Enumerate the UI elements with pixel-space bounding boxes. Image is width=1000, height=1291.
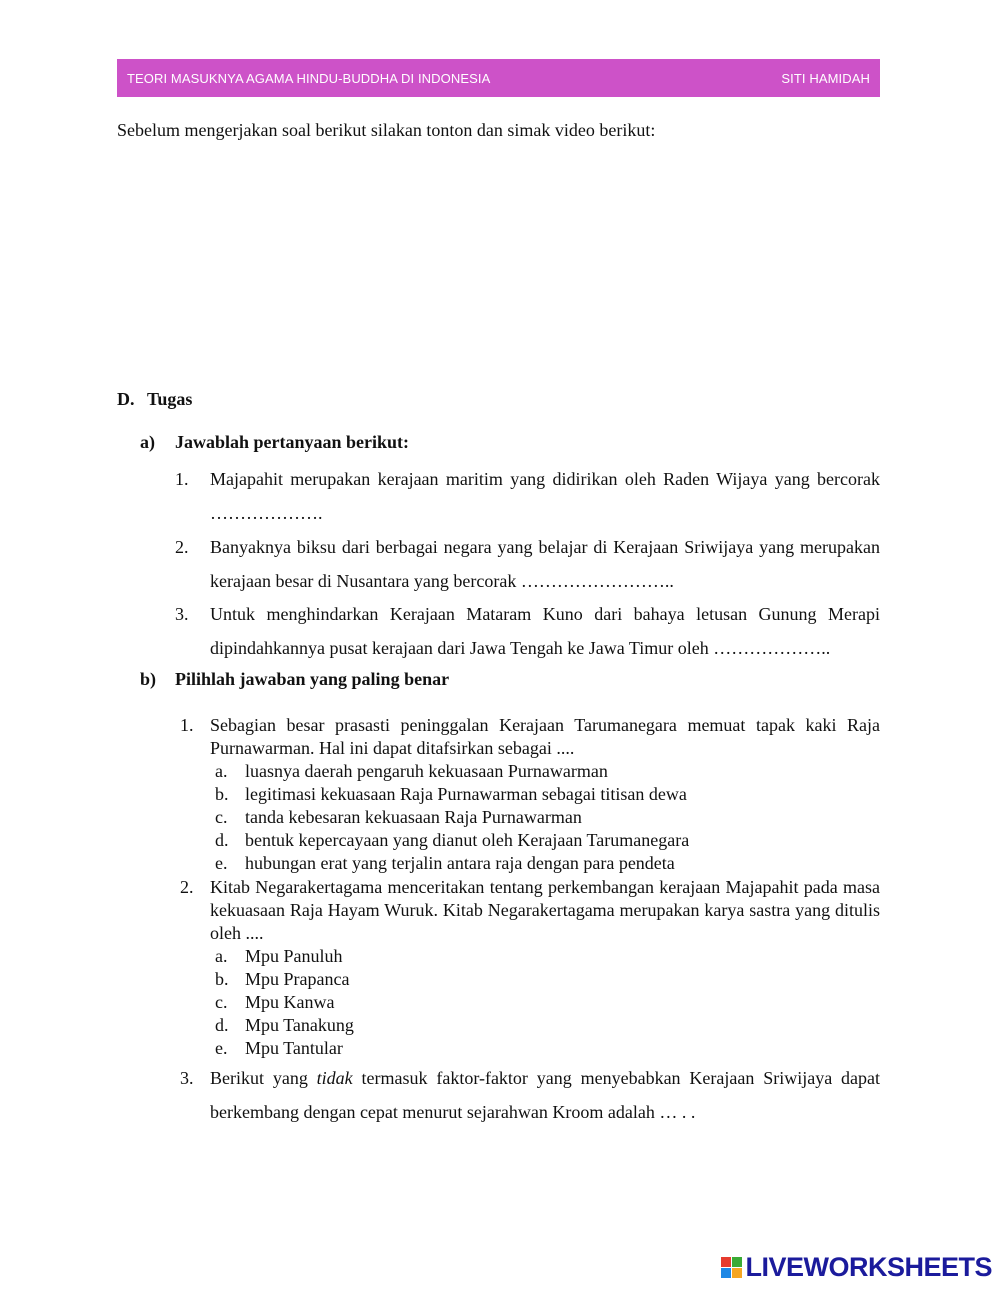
essay-question-3	[175, 597, 880, 665]
part-a-title: Jawablah pertanyaan berikut:	[175, 432, 410, 452]
option-label: e.	[215, 853, 228, 873]
intro-text: Sebelum mengerjakan soal berikut silakan tonton dan simak video berikut:	[117, 120, 656, 140]
option-label: a.	[215, 761, 228, 781]
page-header-bar	[117, 59, 880, 97]
option-b[interactable]	[215, 783, 880, 806]
option-text: Mpu Kanwa	[245, 992, 335, 1012]
logo-icon	[721, 1257, 742, 1278]
option-b[interactable]	[215, 968, 880, 991]
question-text-start: Berikut yang	[210, 1068, 317, 1088]
option-text: Mpu Tantular	[245, 1038, 343, 1058]
question-number: 1.	[175, 469, 189, 489]
mc-question-1	[175, 714, 880, 875]
option-e[interactable]	[215, 852, 880, 875]
section-heading	[117, 389, 192, 410]
question-number: 3.	[175, 604, 189, 624]
option-text: bentuk kepercayaan yang dianut oleh Kerajaan Tarumanegara	[245, 830, 690, 850]
option-text: legitimasi kekuasaan Raja Purnawarman sebagai titisan dewa	[245, 784, 687, 804]
question-number: 2.	[175, 537, 189, 557]
option-label: c.	[215, 807, 228, 827]
part-a-label: a)	[140, 432, 155, 452]
essay-question-1	[175, 462, 880, 530]
option-text: Mpu Tanakung	[245, 1015, 354, 1035]
option-text: luasnya daerah pengaruh kekuasaan Purnawarman	[245, 761, 608, 781]
option-label: b.	[215, 969, 229, 989]
question-number: 1.	[180, 715, 194, 735]
option-c[interactable]	[215, 806, 880, 829]
option-text: hubungan erat yang terjalin antara raja dengan para pendeta	[245, 853, 675, 873]
header-title: TEORI MASUKNYA AGAMA HINDU-BUDDHA DI INDONESIA	[127, 70, 491, 86]
mc-question-2	[175, 876, 880, 1060]
option-label: c.	[215, 992, 228, 1012]
essay-question-2	[175, 530, 880, 598]
option-label: d.	[215, 830, 229, 850]
question-text: Kitab Negarakertagama menceritakan tentang perkembangan kerajaan Majapahit pada masa kekuasaan Raja Hayam Wuruk. Kitab Negarakertagama merupakan karya sastra yang ditulis oleh ....	[210, 877, 880, 943]
question-text: Untuk menghindarkan Kerajaan Mataram Kuno dari bahaya letusan Gunung Merapi dipindahkannya pusat kerajaan dari Jawa Tengah ke Jawa Timur oleh ………………..	[210, 604, 880, 658]
section-title: Tugas	[147, 389, 193, 409]
option-text: Mpu Panuluh	[245, 946, 343, 966]
option-label: e.	[215, 1038, 228, 1058]
options-list	[175, 760, 880, 875]
option-text: Mpu Prapanca	[245, 969, 350, 989]
option-e[interactable]	[215, 1037, 880, 1060]
part-a-heading	[140, 432, 409, 453]
question-text	[210, 1061, 880, 1129]
question-text: Banyaknya biksu dari berbagai negara yang belajar di Kerajaan Sriwijaya yang merupakan kerajaan besar di Nusantara yang bercorak ……………………..	[210, 537, 880, 591]
question-text: Majapahit merupakan kerajaan maritim yang didirikan oleh Raden Wijaya yang bercorak ……………….	[210, 469, 880, 523]
option-text: tanda kebesaran kekuasaan Raja Purnawarman	[245, 807, 582, 827]
option-a[interactable]	[215, 945, 880, 968]
section-label: D.	[117, 389, 135, 409]
option-label: d.	[215, 1015, 229, 1035]
question-text: Sebagian besar prasasti peninggalan Kerajaan Tarumanegara memuat tapak kaki Raja Purnawarman. Hal ini dapat ditafsirkan sebagai ....	[210, 715, 880, 758]
option-a[interactable]	[215, 760, 880, 783]
option-c[interactable]	[215, 991, 880, 1014]
logo-text: LIVEWORKSHEETS	[745, 1252, 992, 1282]
part-b-title: Pilihlah jawaban yang paling benar	[175, 669, 450, 689]
question-number: 3.	[180, 1068, 194, 1088]
liveworksheets-logo	[721, 1252, 992, 1283]
video-placeholder[interactable]	[117, 160, 880, 370]
option-label: a.	[215, 946, 228, 966]
part-b-label: b)	[140, 669, 157, 689]
options-list	[175, 945, 880, 1060]
option-d[interactable]	[215, 1014, 880, 1037]
part-b-heading	[140, 669, 449, 690]
header-author: SITI HAMIDAH	[781, 70, 870, 86]
question-number: 2.	[180, 877, 194, 897]
option-d[interactable]	[215, 829, 880, 852]
mc-question-3	[175, 1061, 880, 1129]
question-text-emphasis: tidak	[316, 1068, 353, 1088]
option-label: b.	[215, 784, 229, 804]
question-text-end: termasuk faktor-faktor yang menyebabkan Kerajaan Sriwijaya dapat berkembang dengan cepat menurut sejarahwan Kroom adalah … . .	[210, 1068, 880, 1122]
